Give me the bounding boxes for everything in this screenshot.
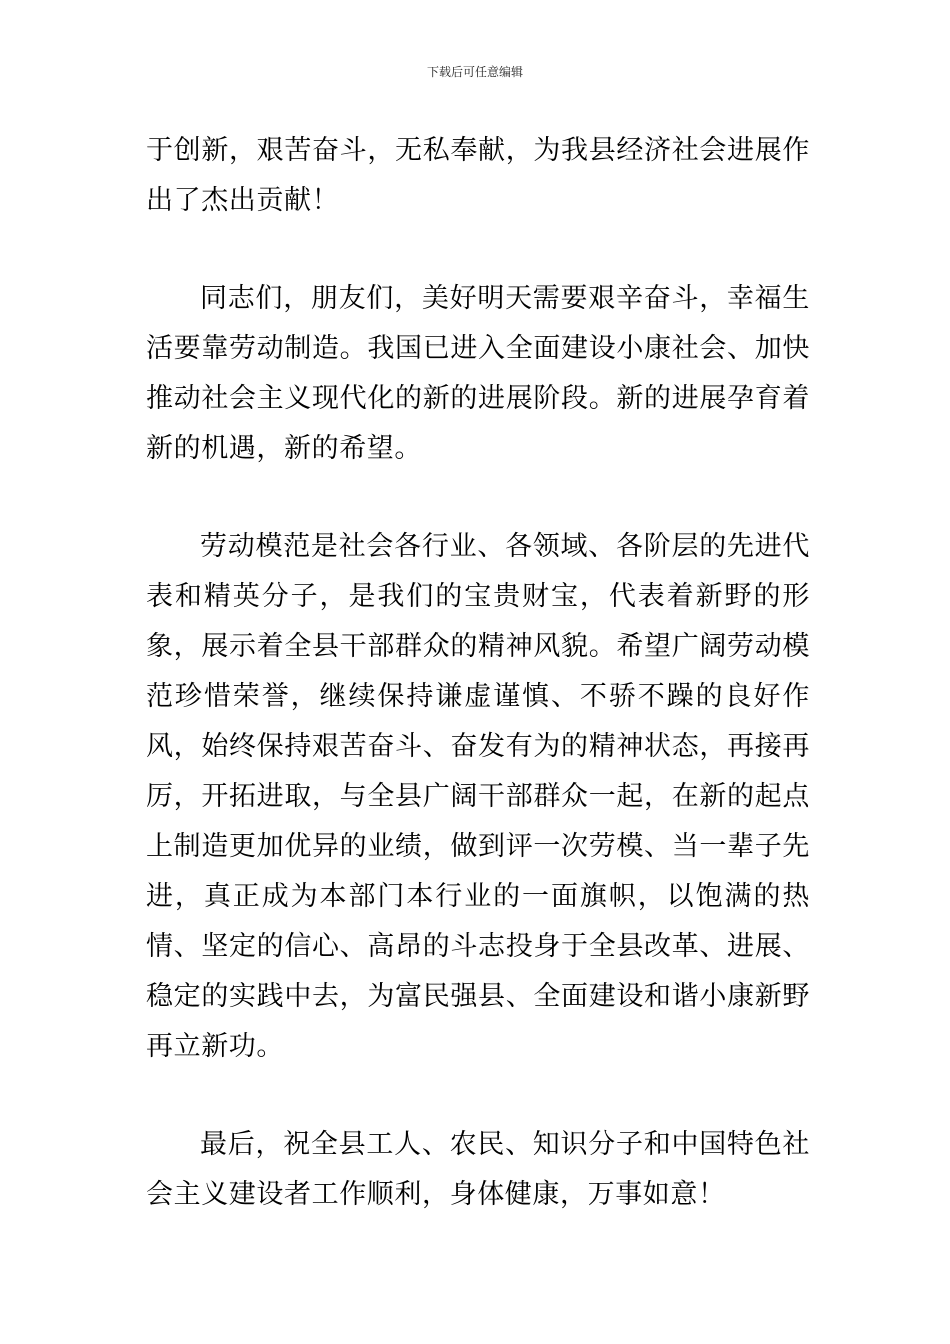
- paragraph-spacer: [146, 1072, 810, 1120]
- document-body: [146, 126, 810, 1220]
- paragraph-comrades: 同志们，朋友们，美好明天需要艰辛奋斗，幸福生活要靠劳动制造。我国已进入全面建设小康社会、加快推动社会主义现代化的新的进展阶段。新的进展孕育着新的机遇，新的希望。: [146, 283, 810, 464]
- paragraph-spacer: [146, 474, 810, 522]
- page-header: 下载后可任意编辑: [426, 65, 523, 79]
- paragraph-model-workers: 劳动模范是社会各行业、各领域、各阶层的先进代表和精英分子，是我们的宝贵财宝，代表着新野的形象，展示着全县干部群众的精神风貌。希望广阔劳动模范珍惜荣誉，继续保持谦虚谨慎、不骄不躁的良好作风，始终保持艰苦奋斗、奋发有为的精神状态，再接再厉，开拓进取，与全县广阔干部群众一起，在新的起点上制造更加优异的业绩，做到评一次劳模、当一辈子先进，真正成为本部门本行业的一面旗帜，以饱满的热情、坚定的信心、高昂的斗志投身于全县改革、进展、稳定的实践中去，为富民强县、全面建设和谐小康新野再立新功。: [146, 531, 810, 1062]
- paragraph-closing-wishes: 最后，祝全县工人、农民、知识分子和中国特色社会主义建设者工作顺利，身体健康，万事如意！: [146, 1129, 810, 1210]
- paragraph-continuation: 于创新，艰苦奋斗，无私奉献，为我县经济社会进展作出了杰出贡献！: [146, 135, 810, 216]
- paragraph-spacer: [146, 226, 810, 274]
